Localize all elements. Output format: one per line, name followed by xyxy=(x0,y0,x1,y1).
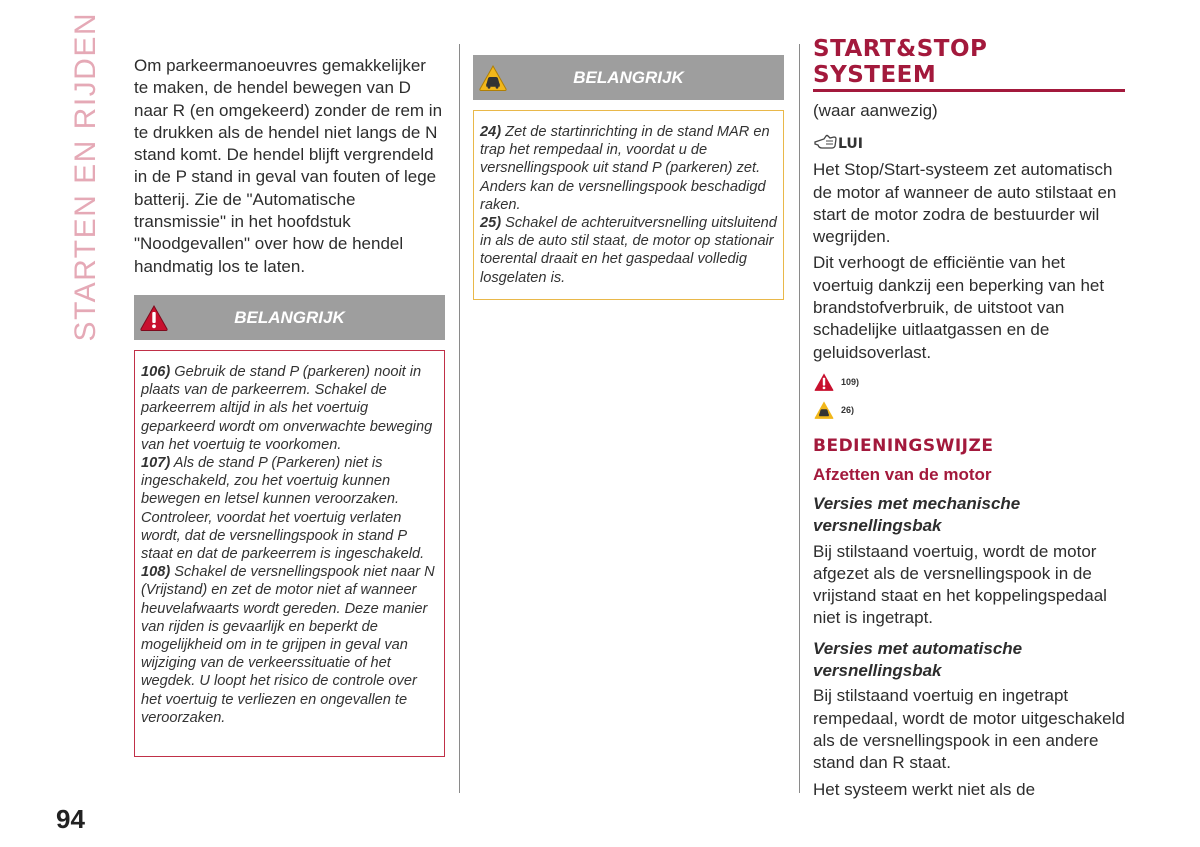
availability-note: (waar aanwezig) xyxy=(813,101,938,120)
efficiency-paragraph: Dit verhoogt de efficiëntie van het voertuig dankzij een beperking van het brandstofverbruik, de uitstoot van schadelijke uitlaatgassen en de geluidsoverlast. xyxy=(813,253,1105,362)
section-title xyxy=(813,36,1125,88)
red-warning-triangle-icon xyxy=(813,372,835,392)
start-stop-section xyxy=(813,36,1125,801)
notice-reference xyxy=(813,396,1125,424)
manual-gearbox-heading: Versies met mechanische versnellingsbak xyxy=(813,493,1021,536)
manual-gearbox-text: Bij stilstaand voertuig, wordt de motor afgezet als de versnellingspook in de vrijstand staat en het koppelingspedaal niet is ingetrapt. xyxy=(813,541,1107,628)
warning-item: 108) Schakel de versnellingspook niet naar N (Vrijstand) en zet de motor niet af wanneer heuvelafwaarts wordt gereden. Deze manier van rijden is gevaarlijk en beperkt de mogelijkheid om in te grijpen in geval van wijziging van de verkeerssituatie of het wegdek. U loopt het risico de controle over het voertuig te verliezen en ongevallen te veroorzaken. xyxy=(141,564,435,726)
notice-header xyxy=(473,55,784,100)
warning-header xyxy=(134,295,445,340)
system-not-working-text: Het systeem werkt niet als de xyxy=(813,779,1036,799)
warning-title: BELANGRIJK xyxy=(234,307,345,327)
column-divider xyxy=(799,44,800,793)
yellow-car-caution-icon xyxy=(813,400,835,420)
chapter-title: STARTEN EN RIJDEN xyxy=(69,12,102,342)
column-divider xyxy=(459,44,460,793)
warning-box xyxy=(134,350,445,757)
hand-pointing-version-icon xyxy=(813,129,1125,155)
section-title-line: SYSTEEM xyxy=(813,62,937,88)
warning-item: 106) Gebruik de stand P (parkeren) nooit in plaats van de parkeerrem. Schakel de parkeerrem altijd in als het voertuig geparkeerd wordt om onverwachte beweging van het voertuig te voorkomen. xyxy=(141,364,433,453)
transmission-paragraph: Om parkeermanoeuvres gemakkelijker te maken, de hendel bewegen van D naar R (en omgekeerd) zonder de rem in te drukken als de hendel niet langs de N stand komt. De hendel blijft vergrendeld in de P stand in geval van fouten of lege batterij. Zie de "Automatische transmissie" in het hoofdstuk "Noodgevallen" over how de hendel handmatig los te laten. xyxy=(134,56,443,276)
yellow-car-caution-icon xyxy=(473,64,513,92)
svg-text:LUI: LUI xyxy=(838,136,863,153)
engine-stop-heading: Afzetten van de motor xyxy=(813,464,992,484)
notice-box xyxy=(473,110,784,300)
title-rule xyxy=(813,89,1125,92)
operation-heading: BEDIENINGSWIJZE xyxy=(813,435,994,456)
stop-start-intro: Het Stop/Start-systeem zet automatisch de motor af wanneer de auto stilstaat en start de motor zodra de bestuurder wil wegrijden. xyxy=(813,160,1117,247)
notice-reference-number: 26) xyxy=(841,404,855,415)
warning-reference-number: 109) xyxy=(841,376,860,387)
notice-title: BELANGRIJK xyxy=(573,67,684,87)
warning-reference xyxy=(813,368,1125,396)
automatic-gearbox-heading: Versies met automatische versnellingsbak xyxy=(813,638,1023,681)
page-number: 94 xyxy=(56,804,85,834)
red-warning-triangle-icon xyxy=(134,304,174,332)
chapter-title-sidebar xyxy=(62,12,110,342)
notice-item: 25) Schakel de achteruitversnelling uitsluitend in als de auto stil staat, de motor op stationair toerental draait en het gaspedaal volledig losgelaten is. xyxy=(480,215,777,286)
automatic-gearbox-text: Bij stilstaand voertuig en ingetrapt rempedaal, wordt de motor uitgeschakeld als de versnellingspook in een andere stand dan R staat. xyxy=(813,686,1125,773)
warning-item: 107) Als de stand P (Parkeren) niet is ingeschakeld, zou het voertuig kunnen bewegen en letsel kunnen veroorzaken. Controleer, voordat het voertuig verlaten wordt, dat de versnellingspook in stand P staat en dat de parkeerrem is ingeschakeld. xyxy=(141,455,425,563)
section-title-line: START&STOP xyxy=(813,36,988,62)
notice-item: 24) Zet de startinrichting in de stand MAR en trap het rempedaal in, voordat u de versnellingspook uit stand P (parkeren) zet. Anders kan de versnellingspook beschadigd raken. xyxy=(480,124,770,213)
